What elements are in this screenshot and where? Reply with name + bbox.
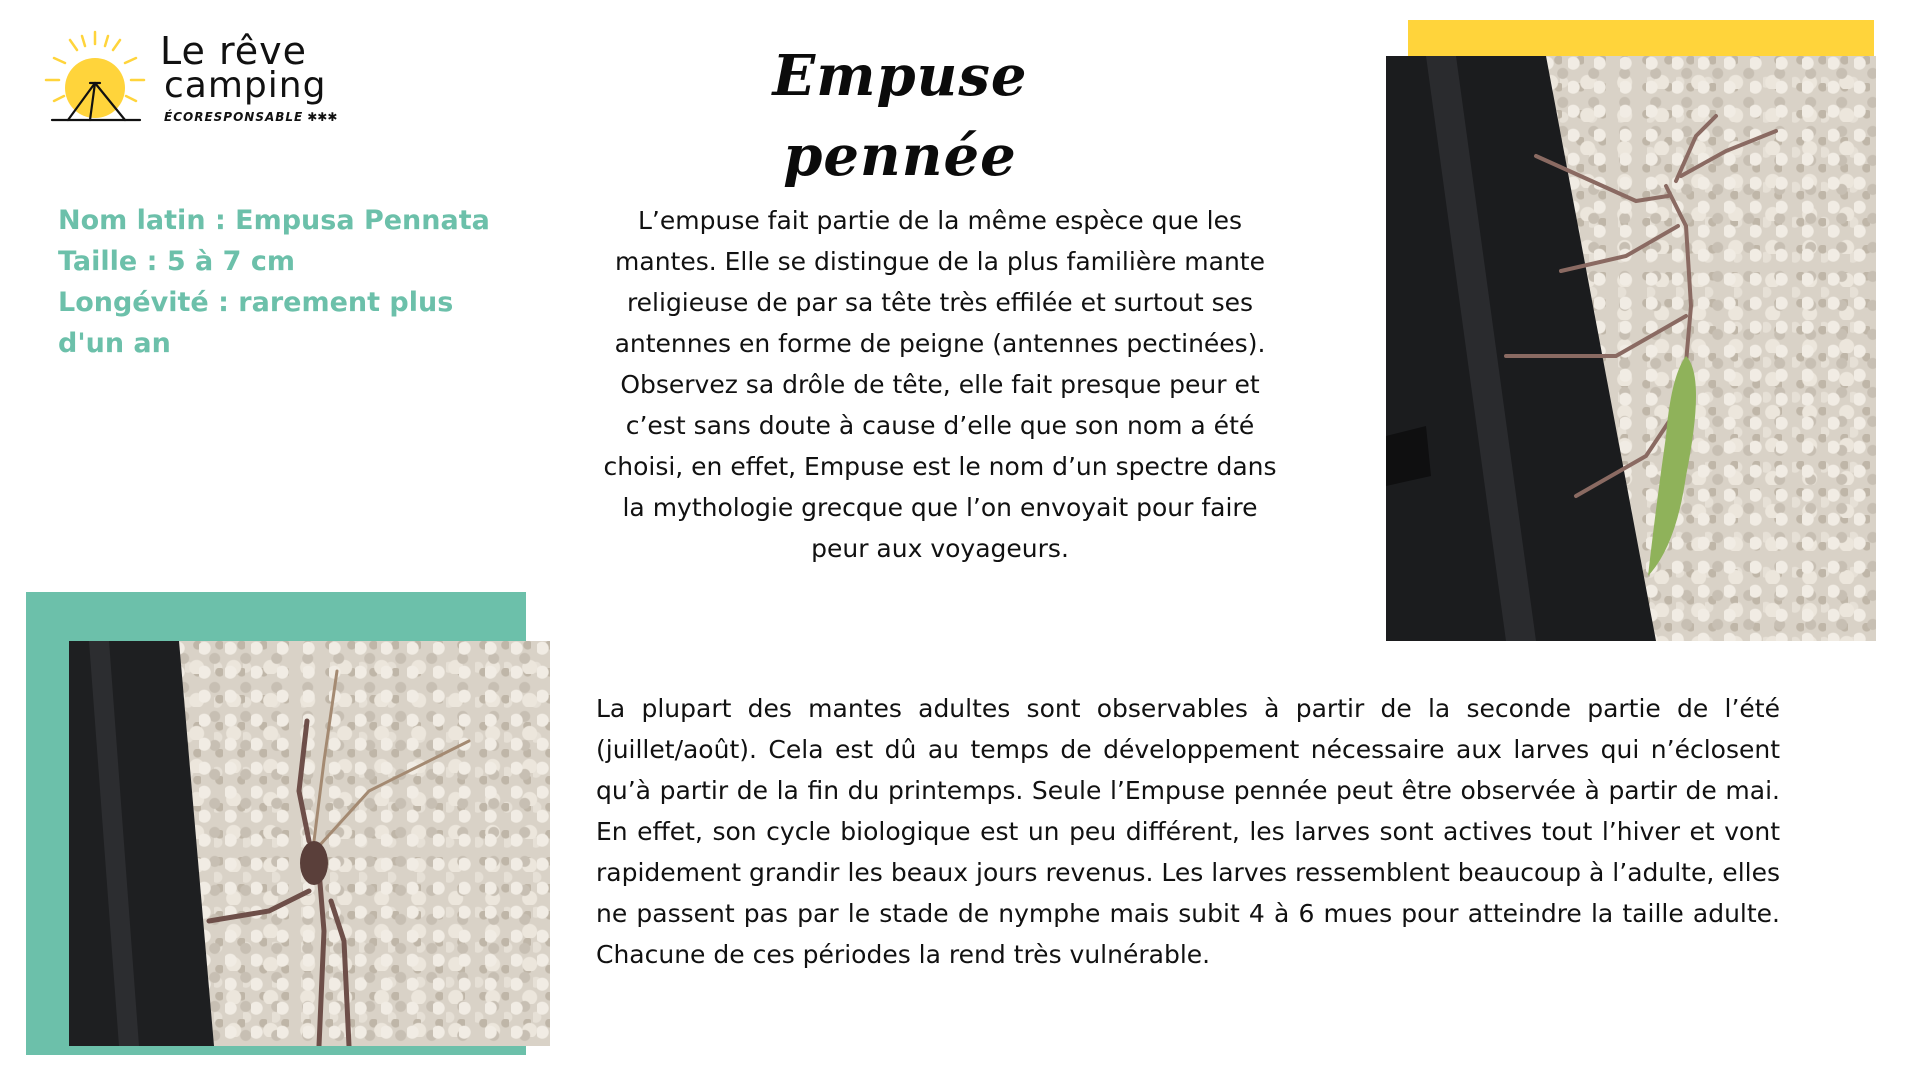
- mantis-illustration-left: [69, 641, 550, 1046]
- sun-tent-logo-icon: [40, 28, 160, 128]
- logo-line2: camping: [164, 65, 327, 106]
- life-cycle-paragraph: La plupart des mantes adultes sont observables à partir de la seconde partie de l’été (juillet/août). Cela est dû au temps de développement nécessaire aux larves qui n’éclosent qu’à partir de la fin du printemps. Seule l’Empuse pennée peut être observée à partir de mai. En effet, son cycle biologique est un peu différent, les larves sont actives tout l’hiver et vont rapidement grandir les beaux jours revenus. Les larves ressemblent beaucoup à l’adulte, elles ne passent pas par le stade de nymphe mais subit 4 à 6 mues pour atteindre la taille adulte. Chacune de ces périodes la rend très vulnérable.: [596, 694, 1780, 969]
- logo-tagline: [164, 110, 337, 124]
- logo-line1: Le rêve: [160, 29, 307, 73]
- rating-stars: ✱✱✱: [307, 110, 338, 124]
- mantis-closeup-photo: [69, 641, 550, 1046]
- species-facts: [58, 200, 498, 364]
- fact-longevity: Longévité : rarement plus d'un an: [58, 287, 454, 359]
- description-paragraph: L’empuse fait partie de la même espèce que les mantes. Elle se distingue de la plus familière mante religieuse de par sa tête très effilée et surtout ses antennes en forme de peigne (antennes pectinées). Observez sa drôle de tête, elle fait presque peur et c’est sans doute à cause d’elle que son nom a été choisi, en effet, Empuse est le nom d’un spectre dans la mythologie grecque que l’on envoyait pour faire peur aux voyageurs.: [603, 206, 1277, 563]
- camping-logo: [40, 28, 360, 128]
- logo-tagline-text: ÉCORESPONSABLE: [164, 110, 304, 124]
- fact-size: Taille : 5 à 7 cm: [58, 246, 295, 277]
- fact-latin-name: Nom latin : Empusa Pennata: [58, 205, 490, 236]
- mantis-on-pole-photo: [1386, 56, 1876, 641]
- page-title: Empuse pennée: [772, 43, 1028, 189]
- mantis-illustration-right: [1386, 56, 1876, 641]
